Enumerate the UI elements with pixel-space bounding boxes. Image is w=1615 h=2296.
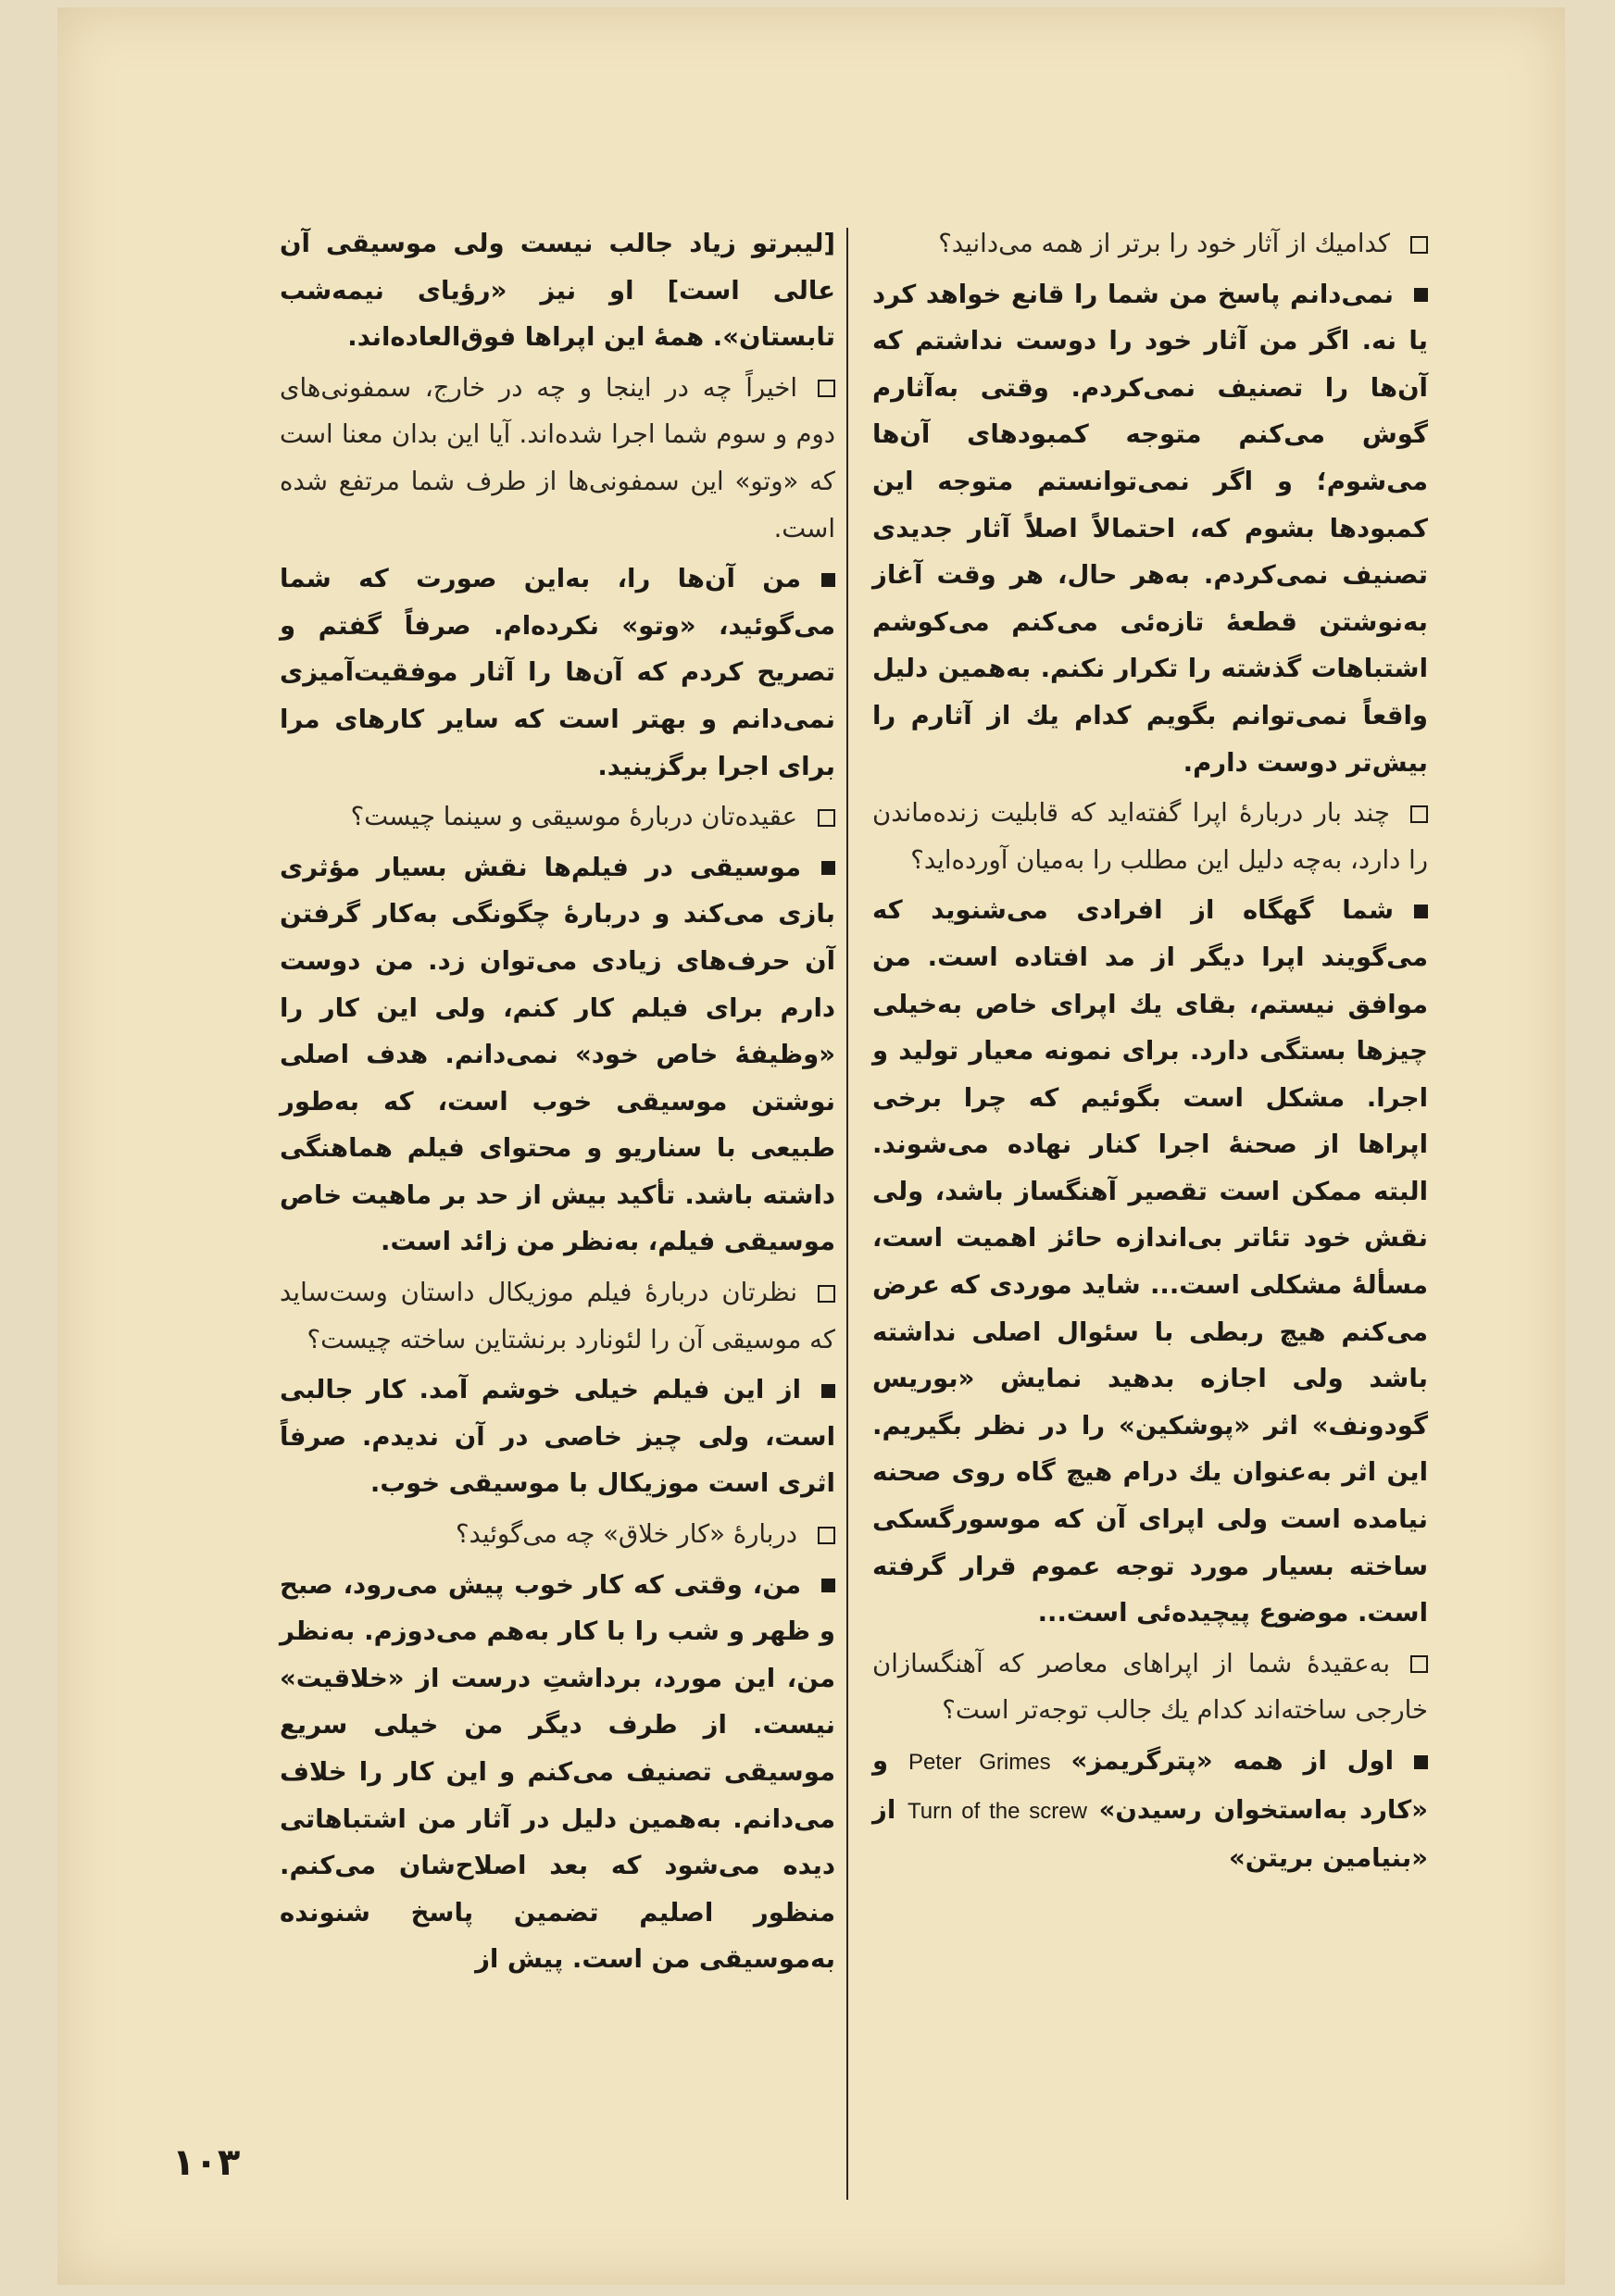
left-column — [280, 220, 835, 1987]
question-5: عقیده‌تان دربارهٔ موسیقی و سینما چیست؟ — [280, 793, 835, 841]
answer-4: من آن‌ها را، به‌این صورت که شما می‌گوئید، «وتو» نکرده‌ام. صرفاً گفتم و تصریح کردم که آن‌ها را آثار موفقیت‌آمیزی نمی‌دانم و بهتر است که سایر کارهای مرا برای اجرا برگزینید. — [280, 564, 835, 781]
answer-7: من، وقتی که کار خوب پیش می‌رود، صبح و ظهر و شب را با کار به‌هم می‌دوزم. به‌نظر من، این مورد، برداشتِ درست از «خلاقیت» نیست. از طرف دیگر من خیلی سریع موسیقی تصنیف می‌کنم و این کار را خلاف می‌دانم. به‌همین دلیل در آثار من اشتباهاتی دیده می‌شود که بعد اصلاح‌شان می‌کنم. منظور اصلیم تضمین پاسخ شنونده به‌موسیقی من است. پیش از — [280, 1569, 835, 1975]
answer-marker-icon — [821, 573, 835, 587]
answer-marker-icon — [1414, 1755, 1428, 1769]
question-1: کدامیك از آثار خود را برتر از همه می‌دانید؟ — [872, 220, 1428, 268]
question-marker-icon — [1410, 1655, 1428, 1673]
question-marker-icon — [1410, 805, 1428, 823]
question-7: دربارهٔ «کار خلاق» چه می‌گوئید؟ — [280, 1511, 835, 1558]
answer-2: شما گهگاه از افرادی می‌شنوید که می‌گویند اپرا دیگر از مد افتاده است. من موافق نیستم، بقای یك اپرای خاص به‌خیلی چیزها بستگی دارد. برای نمونه معیار تولید و اجرا. مشکل است بگوئیم که چرا برخی اپراها از صحنهٔ اجرا کنار نهاده می‌شوند. البته ممکن است تقصیر آهنگساز باشد، ولی نقش خود تئاتر بی‌اندازه حائز اهمیت است، مسألهٔ مشکلی است... شاید موردی که عرض می‌کنم هیچ ربطی با سئوال اصلی نداشته باشد ولی اجازه بدهید نمایش «بوریس گودونف» اثر «پوشکین» را در نظر بگیریم. این اثر به‌عنوان یك درام هیچ گاه روی صحنه نیامده است ولی اپرای آن که موسورگسکی ساخته بسیار مورد توجه عموم قرار گرفته است. موضوع پیچیده‌ئی است... — [872, 895, 1428, 1628]
answer-marker-icon — [821, 1578, 835, 1592]
question-6: نظرتان دربارهٔ فیلم موزیکال داستان وست‌ساید که موسیقی آن را لئونارد برنشتاین ساخته چیست؟ — [280, 1278, 835, 1354]
answer-marker-icon — [821, 861, 835, 875]
answer-continued: [لیبرتو زیاد جالب نیست ولی موسیقی آن عالی است] او نیز «رؤیای نیمه‌شب تابستان». همهٔ این اپراها فوق‌العاده‌اند. — [280, 229, 835, 353]
answer-1: نمی‌دانم پاسخ من شما را قانع خواهد کرد یا نه. اگر من آثار خود را دوست نداشتم که آن‌ها را تصنیف نمی‌کردم. وقتی به‌آثارم گوش می‌کنم متوجه کمبودهای آن‌ها می‌شوم؛ و اگر نمی‌توانستم متوجه این کمبودها بشوم که، احتمالاً اصلاً آثار جدیدی تصنیف نمی‌کردم. به‌هر حال، هر وقت آغاز به‌نوشتن قطعهٔ تازه‌ئی می‌کنم می‌کوشم اشتباهات گذشته را تکرار نکنم. به‌همین دلیل واقعاً نمی‌توانم بگویم کدام یك از آثارم را بیش‌تر دوست دارم. — [872, 279, 1428, 778]
latin-title-peter-grimes: Peter Grimes — [908, 1750, 1051, 1775]
book-page — [57, 7, 1565, 2285]
column-divider — [846, 228, 848, 2200]
latin-title-turn-of-the-screw: Turn of the screw — [907, 1798, 1087, 1824]
page-number: ۱۰۳ — [172, 2141, 241, 2184]
answer-5: موسیقی در فیلم‌ها نقش بسیار مؤثری بازی می‌کند و دربارهٔ چگونگی به‌کار گرفتن آن حرف‌های زیادی می‌توان زد. من دوست دارم برای فیلم کار کنم، ولی این کار را «وظیفهٔ خاص خود» نمی‌دانم. هدف اصلی نوشتن موسیقی خوب است، که به‌طور طبیعی با سناریو و محتوای فیلم هماهنگی داشته باشد. تأکید بیش از حد بر ماهیت خاص موسیقی فیلم، به‌نظر من زائد است. — [280, 852, 835, 1257]
question-marker-icon — [818, 809, 835, 827]
question-3: به‌عقیدهٔ شما از اپراهای معاصر که آهنگسازان خارجی ساخته‌اند کدام یك جالب توجه‌تر است؟ — [872, 1648, 1428, 1726]
question-marker-icon — [818, 1527, 835, 1544]
answer-6: از این فیلم خیلی خوشم آمد. کار جالبی است، ولی چیز خاصی در آن ندیدم. صرفاً اثری است موزیکال با موسیقی خوب. — [280, 1375, 835, 1499]
answer-marker-icon — [1414, 288, 1428, 302]
right-column — [872, 220, 1428, 1886]
question-4: اخیراً چه در اینجا و چه در خارج، سمفونی‌های دوم و سوم شما اجرا شده‌اند. آیا این بدان معنا است که «وتو» این سمفونی‌ها از طرف شما مرتفع شده است. — [280, 372, 835, 543]
answer-marker-icon — [1414, 905, 1428, 918]
question-marker-icon — [818, 380, 835, 397]
answer-marker-icon — [821, 1384, 835, 1398]
question-2: چند بار دربارهٔ اپرا گفته‌اید که قابلیت زنده‌ماندن را دارد، به‌چه دلیل این مطلب را به‌میان آورده‌اید؟ — [872, 798, 1428, 875]
question-marker-icon — [818, 1285, 835, 1303]
answer-3: اول از همه «پترگریمز» Peter Grimes و «کارد به‌استخوان رسیدن» Turn of the screw از «بنیامین بریتن» — [872, 1746, 1428, 1874]
question-marker-icon — [1410, 236, 1428, 254]
